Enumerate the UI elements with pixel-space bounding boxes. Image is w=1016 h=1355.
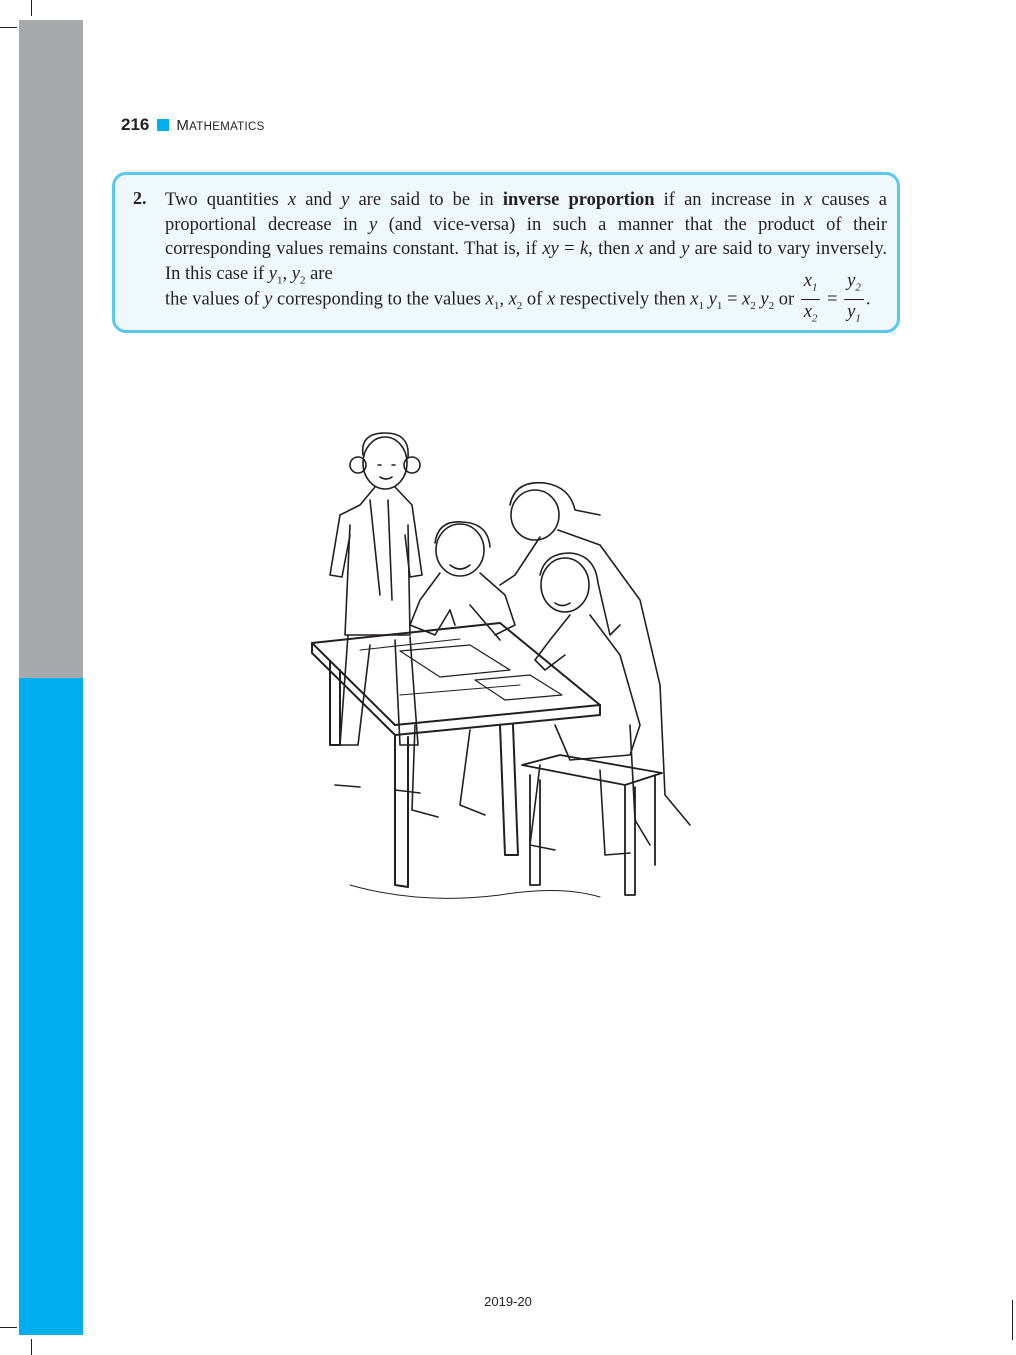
text-segment: are: [305, 263, 333, 284]
crop-mark: [0, 1327, 17, 1328]
variable-x: x: [803, 190, 813, 210]
variable-y1: y: [708, 289, 717, 310]
variable-x2: x: [803, 301, 812, 322]
text-segment: and: [643, 239, 682, 259]
text-segment: are said to vary inversely. In this case if: [165, 239, 887, 284]
children-studying-illustration: [300, 425, 710, 915]
subscript: 1: [811, 281, 818, 294]
variable-x2: x: [508, 289, 517, 310]
text-segment: corresponding to the values: [272, 289, 486, 310]
page-number: 216: [121, 115, 150, 134]
subscript: 2: [299, 274, 306, 287]
variable-k: k: [579, 239, 589, 259]
crop-mark: [31, 0, 32, 16]
equals-sign: =: [558, 239, 580, 259]
subscript: 2: [855, 281, 861, 294]
side-bar-blue: [19, 678, 83, 1335]
leaning-girl-figure: [500, 483, 690, 845]
crop-mark: [0, 27, 17, 28]
text-segment: (and vice-versa) in such a manner that the product of their corresponding values remains constant. That is, if: [165, 214, 887, 259]
subscript: 2: [750, 300, 756, 313]
ground-line: [350, 885, 600, 898]
book-title-rest: ATHEMATICS: [189, 120, 265, 133]
definition-formula-line: [165, 270, 890, 330]
text-segment: if an increase in: [654, 190, 804, 210]
equals-sign: =: [822, 289, 843, 310]
page-header: [121, 115, 265, 135]
subscript: 2: [768, 300, 775, 313]
period: .: [865, 289, 871, 310]
crop-mark: [31, 1339, 32, 1355]
definition-number: 2.: [133, 188, 147, 208]
variable-y2: y: [847, 271, 856, 291]
variable-x2: x: [742, 289, 751, 310]
comma: ,: [499, 289, 509, 310]
variable-x1: x: [690, 289, 699, 310]
text-segment: respectively then: [555, 289, 691, 310]
boy-writing-figure: [410, 522, 515, 817]
stool-drawing: [522, 755, 662, 895]
variable-y: y: [681, 239, 690, 259]
fraction-denominator: [801, 300, 821, 331]
subscript: 1: [716, 300, 723, 313]
fraction-denominator: [844, 300, 864, 331]
variable-x: x: [287, 190, 297, 210]
fraction-x1-over-x2: [801, 270, 821, 330]
text-segment: and: [296, 190, 342, 210]
variable-y2: y: [291, 263, 300, 284]
side-bar-gray: [19, 20, 83, 678]
fraction-numerator: [844, 270, 864, 300]
seated-girl-figure: [530, 553, 640, 855]
variable-x1: x: [803, 271, 812, 291]
variable-y2: y: [760, 289, 769, 310]
variable-y: y: [341, 190, 350, 210]
subscript: 1: [855, 312, 861, 325]
comma: ,: [282, 263, 292, 284]
variable-x: x: [546, 289, 556, 310]
text-segment: or: [774, 289, 799, 310]
book-title: [176, 117, 264, 134]
text-segment: the values of: [165, 289, 265, 310]
footer-year: 2019-20: [484, 1294, 532, 1309]
header-square-icon: [157, 119, 169, 131]
text-segment: Two quantities: [165, 190, 288, 210]
fraction-y2-over-y1: [844, 270, 864, 330]
subscript: 1: [277, 274, 283, 287]
text-segment: of: [522, 289, 547, 310]
text-segment: , then: [588, 239, 636, 259]
equals-sign: =: [722, 289, 743, 310]
variable-y1: y: [847, 301, 856, 322]
variable-y: y: [264, 289, 273, 310]
fraction-numerator: [801, 270, 821, 300]
key-term: inverse proportion: [502, 190, 655, 210]
subscript: 2: [811, 312, 818, 325]
subscript: 1: [698, 300, 704, 313]
variable-x1: x: [485, 289, 494, 310]
variable-y1: y: [268, 263, 277, 284]
variable-xy: xy: [542, 239, 559, 259]
subscript: 2: [516, 300, 523, 313]
text-segment: causes a proportional decrease in: [165, 190, 887, 235]
variable-x: x: [635, 239, 644, 259]
book-title-initial: M: [176, 116, 190, 134]
text-segment: are said to be in: [349, 190, 503, 210]
subscript: 1: [493, 300, 500, 313]
variable-y: y: [369, 214, 378, 235]
